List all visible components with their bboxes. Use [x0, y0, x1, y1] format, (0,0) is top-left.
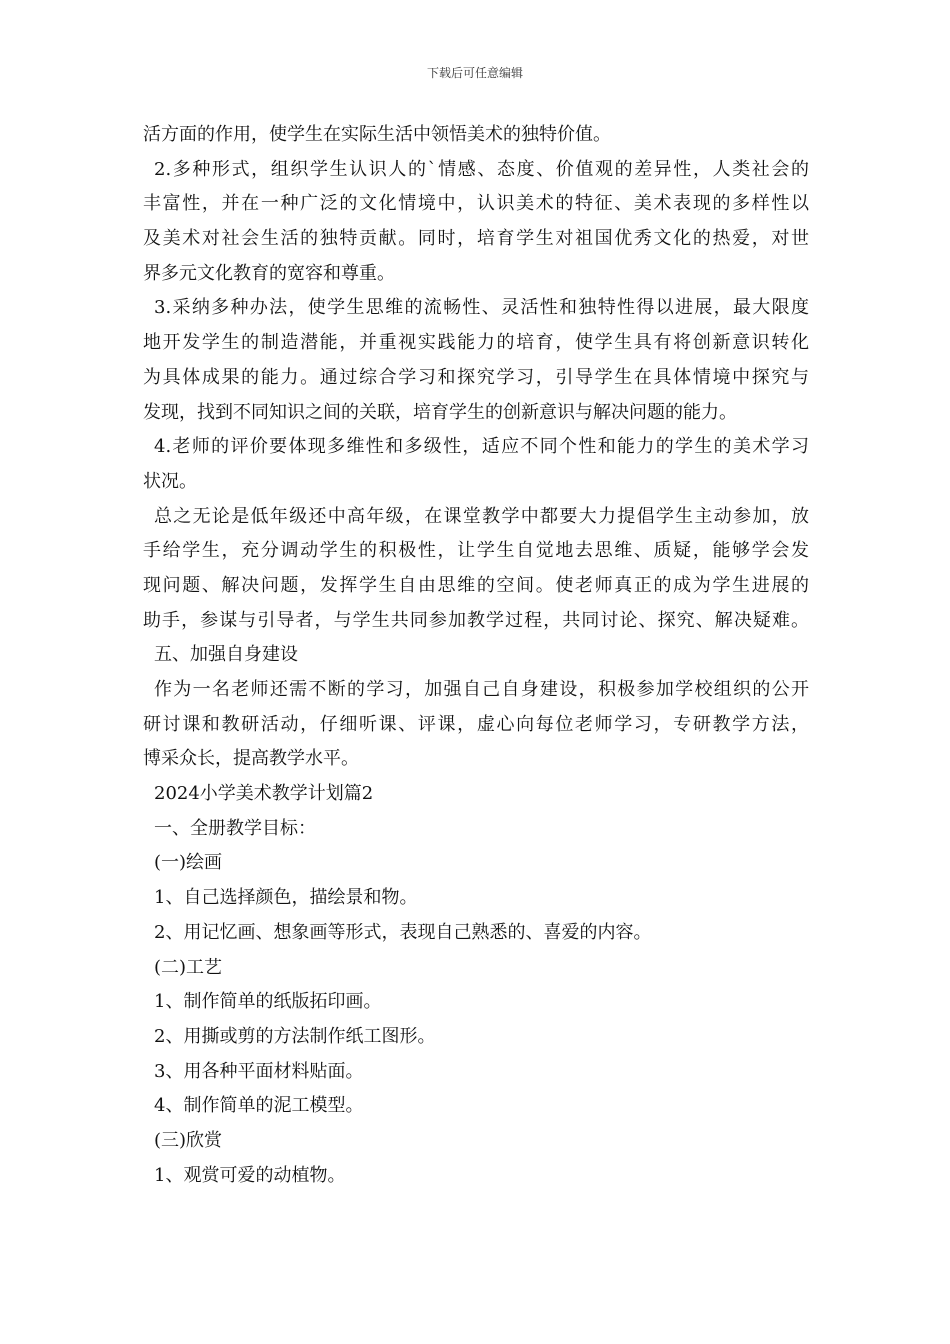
text-line: 地开发学生的制造潜能，并重视实践能力的培育，使学生具有将创新意识转化: [143, 332, 809, 354]
text-line: 博采众长，提高教学水平。: [143, 748, 359, 770]
text-line: (二)工艺: [154, 956, 223, 978]
text-line: 4、制作简单的泥工模型。: [154, 1095, 364, 1117]
text-line: 总之无论是低年级还中高年级，在课堂教学中都要大力提倡学生主动参加，放: [154, 505, 809, 527]
text-line: 丰富性，并在一种广泛的文化情境中，认识美术的特征、美术表现的多样性以: [143, 193, 809, 215]
page-header: 下载后可任意编辑: [426, 66, 523, 80]
text-line: 研讨课和教研活动，仔细听课、评课，虚心向每位老师学习，专研教学方法，: [143, 713, 809, 735]
text-line: 五、加强自身建设: [154, 644, 298, 666]
text-line: 助手，参谋与引导者，与学生共同参加教学过程，共同讨论、探究、解决疑难。: [143, 609, 809, 631]
text-line: 界多元文化教育的宽容和尊重。: [143, 262, 395, 284]
text-line: 4.老师的评价要体现多维性和多级性，适应不同个性和能力的学生的美术学习: [154, 436, 809, 458]
text-line: 为具体成果的能力。通过综合学习和探究学习，引导学生在具体情境中探究与: [143, 366, 809, 388]
text-line: 现问题、解决问题，发挥学生自由思维的空间。使老师真正的成为学生进展的: [143, 574, 809, 596]
text-line: 作为一名老师还需不断的学习，加强自己自身建设，积极参加学校组织的公开: [154, 679, 809, 700]
text-line: 一、全册教学目标：: [154, 817, 316, 839]
text-line: 1、自己选择颜色，描绘景和物。: [154, 887, 418, 909]
text-line: 2.多种形式，组织学生认识人的`情感、态度、价值观的差异性，人类社会的: [154, 158, 809, 180]
text-line: 3、用各种平面材料贴面。: [154, 1060, 364, 1082]
text-line: 2、用撕或剪的方法制作纸工图形。: [154, 1025, 436, 1047]
document-body: [143, 118, 809, 1193]
text-line: 活方面的作用，使学生在实际生活中领悟美术的独特价值。: [143, 124, 611, 145]
text-line: 状况。: [143, 470, 197, 492]
text-line: 1、观赏可爱的动植物。: [154, 1164, 346, 1186]
text-line: 手给学生，充分调动学生的积极性，让学生自觉地去思维、质疑，能够学会发: [143, 540, 809, 562]
text-line: 3.采纳多种办法，使学生思维的流畅性、灵活性和独特性得以进展，最大限度: [154, 297, 809, 319]
text-line: 1、制作简单的纸版拓印画。: [154, 991, 382, 1013]
text-line: (一)绘画: [154, 852, 223, 874]
text-line: 2、用记忆画、想象画等形式，表现自己熟悉的、喜爱的内容。: [154, 921, 652, 943]
text-line: 2024小学美术教学计划篇2: [154, 783, 374, 805]
text-line: 发现，找到不同知识之间的关联，培育学生的创新意识与解决问题的能力。: [143, 401, 737, 423]
text-line: 及美术对社会生活的独特贡献。同时，培育学生对祖国优秀文化的热爱，对世: [143, 228, 809, 250]
text-line: (三)欣赏: [154, 1129, 223, 1151]
